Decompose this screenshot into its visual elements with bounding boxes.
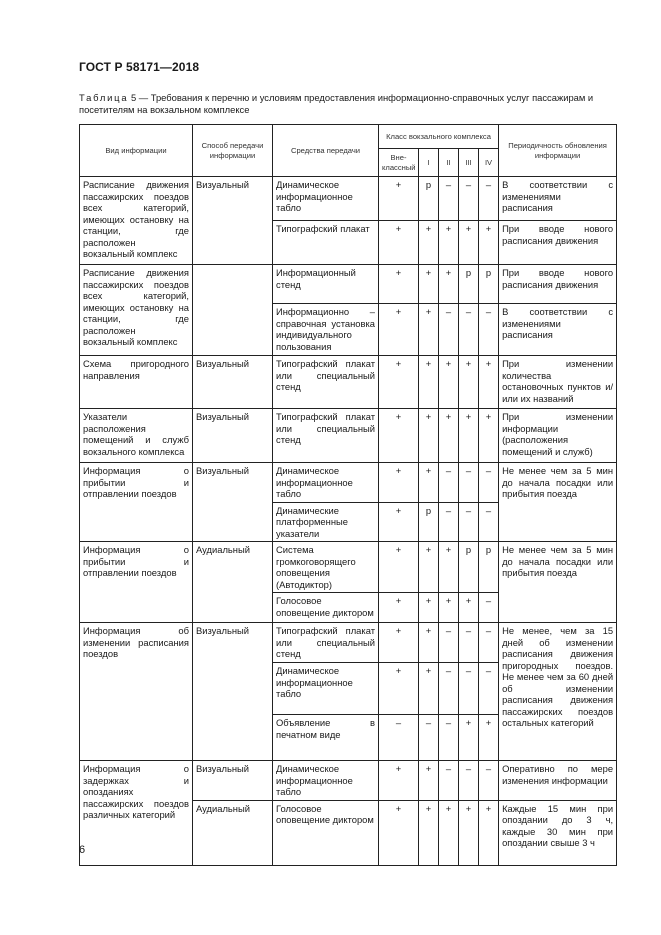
document-id: ГОСТ Р 58171—2018 [79,60,200,74]
class-cell: + [459,800,479,865]
class-cell: р [479,542,499,593]
class-cell: + [379,761,419,801]
page-number: 6 [79,844,86,856]
class-cell: + [419,593,439,623]
info-cell: Информация о прибытии и отправлении поездов [80,542,193,623]
class-cell: + [459,715,479,761]
means-cell: Типографский плакат или специальный стенд [273,623,379,663]
requirements-table [79,124,617,866]
class-cell: – [479,761,499,801]
period-cell: В соответствии с изменениями расписания [499,304,617,356]
table-row [80,265,617,304]
means-cell: Типографский плакат или специальный стенд [273,356,379,409]
class-cell: – [479,463,499,503]
class-cell: р [459,265,479,304]
class-cell: + [419,409,439,463]
class-cell: – [459,761,479,801]
info-cell: Указатели расположения помещений и служб вокзального комплекса [80,409,193,463]
period-cell: Не менее чем за 5 мин до начала посадки или прибытия поезда [499,542,617,623]
class-cell: – [439,304,459,356]
class-cell: + [379,623,419,663]
header-class-4: IV [479,149,499,177]
class-cell: – [419,715,439,761]
means-cell: Информационный стенд [273,265,379,304]
class-cell: + [459,409,479,463]
class-cell: + [379,409,419,463]
header-class-1: I [419,149,439,177]
class-cell: + [379,463,419,503]
class-cell: р [419,502,439,542]
method-cell [193,265,273,356]
class-cell: – [479,502,499,542]
class-cell: + [439,542,459,593]
class-cell: – [479,623,499,663]
method-cell: Визуальный [193,177,273,265]
class-cell: + [419,623,439,663]
table-row [80,177,617,221]
class-cell: р [459,542,479,593]
class-cell: + [479,715,499,761]
class-cell: – [459,502,479,542]
method-cell: Визуальный [193,409,273,463]
table-row [80,409,617,463]
class-cell: + [439,409,459,463]
class-cell: + [419,761,439,801]
class-cell: + [459,593,479,623]
period-cell: Каждые 15 мин при опоздании до 3 ч, каждые 30 мин при опоздании свыше 3 ч [499,800,617,865]
class-cell: + [379,593,419,623]
means-cell: Информационно – справочная установка индивидуального пользования [273,304,379,356]
class-cell: – [439,761,459,801]
method-cell: Визуальный [193,623,273,761]
class-cell: р [419,177,439,221]
class-cell: + [419,663,439,715]
class-cell: – [479,663,499,715]
method-cell: Визуальный [193,463,273,542]
class-cell: + [479,221,499,265]
class-cell: – [439,177,459,221]
info-cell: Схема пригородного направления [80,356,193,409]
class-cell: – [439,463,459,503]
means-cell: Динамическое информационное табло [273,177,379,221]
table-row [80,356,617,409]
method-cell: Визуальный [193,761,273,801]
header-period: Периодичность обновления информации [499,125,617,177]
info-cell: Информация об изменении расписания поездов [80,623,193,761]
means-cell: Динамическое информационное табло [273,463,379,503]
header-means: Средства передачи [273,125,379,177]
caption-lead: Таблица [79,92,129,103]
class-cell: – [479,304,499,356]
class-cell: – [439,663,459,715]
method-cell: Визуальный [193,356,273,409]
period-cell: При изменении информации (расположения помещений и служб) [499,409,617,463]
class-cell: + [459,221,479,265]
class-cell: – [459,623,479,663]
period-cell: При вводе нового расписания движения [499,265,617,304]
class-cell: + [419,800,439,865]
info-cell: Информация о задержках и опозданиях пассажирских поездов различных категорий [80,761,193,866]
class-cell: – [459,463,479,503]
method-cell: Аудиальный [193,800,273,865]
means-cell: Объявление в печатном виде [273,715,379,761]
class-cell: + [419,265,439,304]
class-cell: – [439,623,459,663]
info-cell: Информация о прибытии и отправлении поездов [80,463,193,542]
class-cell: – [459,663,479,715]
period-cell: При вводе нового расписания движения [499,221,617,265]
info-cell: Расписание движения пассажирских поездов всех категорий, имеющих остановку на станции, где расположен вокзальный комплекс [80,177,193,265]
class-cell: – [379,715,419,761]
class-cell: + [379,177,419,221]
header-class-out: Вне-классный [379,149,419,177]
class-cell: + [419,221,439,265]
period-cell: В соответствии с изменениями расписания [499,177,617,221]
class-cell: + [379,356,419,409]
class-cell: + [379,800,419,865]
means-cell: Динамическое информационное табло [273,663,379,715]
header-info-type: Вид информации [80,125,193,177]
class-cell: + [479,409,499,463]
means-cell: Голосовое оповещение диктором [273,593,379,623]
means-cell: Динамические платформенные указатели [273,502,379,542]
table-row [80,761,617,801]
class-cell: + [379,502,419,542]
class-cell: + [439,593,459,623]
header-class-3: III [459,149,479,177]
class-cell: – [439,502,459,542]
info-cell: Расписание движения пассажирских поездов всех категорий, имеющих остановку на станции, где расположен вокзальный комплекс [80,265,193,356]
class-cell: + [379,265,419,304]
class-cell: + [379,663,419,715]
period-cell: Не менее чем за 5 мин до начала посадки или прибытия поезда [499,463,617,542]
header-method: Способ передачи информации [193,125,273,177]
class-cell: + [439,221,459,265]
class-cell: – [459,177,479,221]
class-cell: + [439,800,459,865]
header-class-2: II [439,149,459,177]
method-cell: Аудиальный [193,542,273,623]
class-cell: + [419,542,439,593]
period-cell: Не менее, чем за 15 дней об изменении расписания движения пригородных поездов. Не менее чем за 60 дней об изменении расписания движения пассажирских поездов остальных категорий [499,623,617,761]
class-cell: + [419,356,439,409]
class-cell: – [439,715,459,761]
class-cell: + [479,800,499,865]
class-cell: – [459,304,479,356]
class-cell: + [379,304,419,356]
table-row [80,463,617,503]
class-cell: + [439,356,459,409]
means-cell: Типографский плакат [273,221,379,265]
class-cell: + [419,463,439,503]
class-cell: + [479,356,499,409]
table-row [80,542,617,593]
header-class-group: Класс вокзального комплекса [379,125,499,149]
means-cell: Голосовое оповещение диктором [273,800,379,865]
class-cell: – [479,593,499,623]
class-cell: + [379,542,419,593]
class-cell: + [379,221,419,265]
means-cell: Динамическое информационное табло [273,761,379,801]
class-cell: р [479,265,499,304]
class-cell: + [439,265,459,304]
table-row [80,623,617,663]
caption-text: 5 — Требования к перечню и условиям предоставления информационно-справочных услуг пассажирам и посетителям на вокзальном комплексе [79,92,594,115]
means-cell: Типографский плакат или специальный стенд [273,409,379,463]
class-cell: – [479,177,499,221]
class-cell: + [459,356,479,409]
period-cell: Оперативно по мере изменения информации [499,761,617,801]
class-cell: + [419,304,439,356]
means-cell: Система громкоговорящего оповещения (Автодиктор) [273,542,379,593]
period-cell: При изменении количества остановочных пунктов и/или их названий [499,356,617,409]
table-caption [79,92,619,116]
